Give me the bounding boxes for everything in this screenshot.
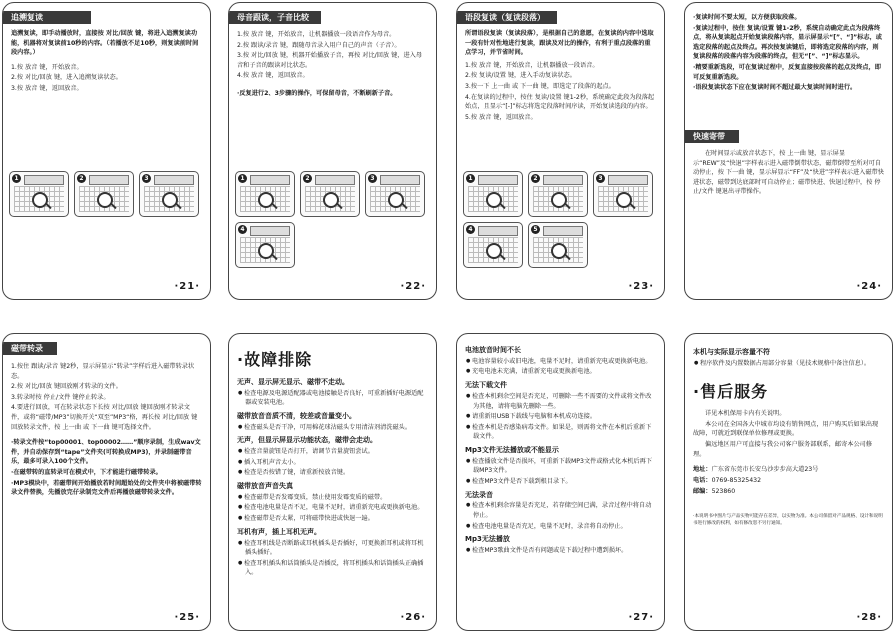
bullet: ● 检查耳机插头和话筒插头是否插反，将耳机插头和话筒插头正确插入。 <box>237 559 428 578</box>
bullet: ● 检查磁带是否太紧，可将磁带快进或快退一遍。 <box>237 514 428 524</box>
section-heading: 电池放音时间不长 <box>465 346 521 354</box>
step-1: 1.按 放音 键，开始放音，让机器播放一段语音。 <box>465 61 599 69</box>
bullet: ● 检查本机剩余空间是否充足，可删除一些不需要的文件或将文件改为其他，请将电脑先删除一些。 <box>465 392 656 411</box>
section-heading: 磁带放音声音失真 <box>237 481 293 490</box>
section-header: 追溯复读 <box>3 11 91 24</box>
page-title: ·售后服务 <box>693 382 769 402</box>
bullet: ● 检查耳机线是否断路或耳机插头是否插好，可更换新耳机或将耳机插头插好。 <box>237 539 428 558</box>
bullet: ● 检查播放文件是否损坏，可重新下载MP3文件或格式化本机后再下载MP3文件。 <box>465 457 656 476</box>
bullet: ● 检查电池电量是否不足，电量不足时，请重新充电或更换新电池。 <box>237 503 428 513</box>
illustration-4: 4 <box>463 222 523 268</box>
bullet: ● 检查音量旋钮是否打开，请调节音量旋钮尝试。 <box>237 447 428 457</box>
note-4: ·语段复读状态下应在复读时间不超过最大复读时间时进行。 <box>693 84 857 92</box>
illustration-2: 2 <box>300 171 360 217</box>
address-value: 广东省东莞市长安乌沙步步高大道23号 <box>711 466 819 474</box>
illustration-3: 3 <box>365 171 425 217</box>
note-3: ·精要重新选段，可在复读过程中，反复直接按段落的起点及终点，即可反复重新选段。 <box>693 64 881 81</box>
zip-value: 523860 <box>711 487 736 495</box>
address-label: 地址： <box>693 466 712 474</box>
footnote: ·本说明书中图片与产品实物可能存在差异，以实物为准。本公司保留对产品规格、设计和说明书进行修改的权利，如有修改恕不另行通知。 <box>693 514 883 526</box>
step-5: 5.按 放音 键，返回放音。 <box>465 113 537 121</box>
page-number: ·26· <box>400 611 426 623</box>
step-4: 4.按 放音 键，返回放音。 <box>237 72 309 80</box>
section-heading: Mp3文件无法播放或不能显示 <box>465 445 559 454</box>
page-number: ·28· <box>856 611 882 623</box>
bullet: ● 检查是否按错了键，请重新按放音键。 <box>237 468 428 478</box>
note-1: ·转录文件按“top00001、top00002……”顺序录制，生成wav文件，并自动保存到“tape”文件夹(可转换成MP3)，并录制磁带音乐，最多可录入100个文件。 <box>11 439 201 466</box>
service-para-3: 偏远地区用户可直接与我公司客户服务部联系，邮寄本公司修理。 <box>693 441 873 458</box>
step-3: 3.按 放音 键，返回放音。 <box>11 85 83 93</box>
illustration-5: 5 <box>528 222 588 268</box>
section-heading: 无法下载文件 <box>465 381 507 390</box>
phone-line <box>693 476 884 486</box>
note-1: ·复读时间不要太短，以方便获取段落。 <box>693 14 801 21</box>
section-heading: 耳机有声，插上耳机无声。 <box>237 527 321 536</box>
fast-wind-text: 在时间显示或放音状态下，按 上一曲 键，显示屏显示“REW”及“快退”字样表示进入磁带倒带状态，磁带倒带至所对可自动停止，按 下一曲 键，显示屏显示“FF”及“快进”字样表示进入磁带快进状态，磁带到达底部时可自动停止；磁带快进、快退过程中，按 停止/文件 键退出寻带操作。 <box>693 150 884 196</box>
step-4: 4.在复读的过程中，按住 复读/设置 键1-2秒，系统确定此段为段落起始点，且显示“[-]”标志将选定段落时间序读，开始复读选段的内容。 <box>465 93 655 111</box>
bullet: ● 检查磁头是否干净，可用棉花球沾磁头专用清洁剂清洗磁头。 <box>237 423 428 433</box>
section-heading: 磁带放音音质不清，较差或音量变小。 <box>237 411 356 420</box>
illustration-1: 1 <box>463 171 523 217</box>
step-2: 2.按 对比/回放 键，进入追溯复读状态。 <box>11 74 122 82</box>
section-header: 磁带转录 <box>3 342 57 355</box>
manual-page-25 <box>2 333 211 631</box>
illustration-3: 3 <box>593 171 653 217</box>
zip-line <box>693 487 884 497</box>
section-heading: 本机与实际显示容量不符 <box>693 348 770 356</box>
manual-page-28 <box>684 333 893 631</box>
bullet: ● 检查磁带是否发霉变质，禁止使用发霉变质的磁带。 <box>237 493 428 503</box>
bullet: ● 检查电池电量是否充足，电量不足时，录音将自动停止。 <box>465 522 656 532</box>
note-2: ·复读过程中，按住 复读/设置 键1-2秒，系统自动确定此点为段落终点，将从复读起点开始复读段落内容，显示屏显示“[”、“]”标志，或选定段落的起点及终点。再次按复读键后，即将选定段落的内容，则复读段落的段落内容为段落的终点，但无“[”、“]”标志显示。 <box>693 24 882 61</box>
page-number: ·27· <box>628 611 654 623</box>
intro-text: 所谓语段复读（复读段落），是根据自己的意愿，在复读的内容中选取一段有针对性地进行复读，跟读及对比的操作，有利于重点段落的重点学习，并节省时间。 <box>465 30 654 57</box>
page-title: ·故障排除 <box>237 350 313 369</box>
phone-label: 电话： <box>693 476 712 484</box>
note: ·反复进行2、3步骤的操作，可保留母音，不断刷新子音。 <box>237 90 397 98</box>
illustration-3: 3 <box>139 171 199 217</box>
step-1: 1.按 放音 键，开始放音，让机器播放一段语音作为母音。 <box>237 31 396 38</box>
manual-page-21 <box>2 2 211 300</box>
page-number: ·23· <box>628 280 654 292</box>
bullet: ● 检查本机剩余容量是否充足，若存储空间已满，录音过程中将自动停止。 <box>465 501 656 520</box>
bullet: ● 插入耳机声音太小。 <box>237 458 428 468</box>
note-2: ·在磁带转的直转录可在模式中，下才能进行磁带转录。 <box>11 469 162 477</box>
bullet: ● 充电电池未充满，请重新充电或更换新电池。 <box>465 367 656 377</box>
section-heading: 无法录音 <box>465 490 493 499</box>
manual-page-26 <box>228 333 437 631</box>
page-number: ·22· <box>400 280 426 292</box>
manual-page-23 <box>456 2 665 300</box>
service-para-2: 本公司在全国各大中城市均设有销售网点，用户购买后如果出现故障，可就近到联保单位修理或更换。 <box>693 420 879 438</box>
service-para-1: 详见本机保用卡内有关说明。 <box>705 410 786 418</box>
illustration-1: 1 <box>9 171 69 217</box>
step-4: 4.要进行回放，可在转录状态下长按 对比/回放 键回放刚才转录文件，或将“磁带/MP3”切换开关“双至”MP3“格，再长按 对比/回放 键回放转录文件，按 上一曲 或 下一曲 键可选择文件。 <box>11 404 198 431</box>
page-number: ·25· <box>174 611 200 623</box>
bullet: ● 请重新用USB下载线与电脑和本机成功连接。 <box>465 412 656 422</box>
manual-page-27 <box>456 333 665 631</box>
step-3: 3.转录时按 停止/文件 键停止转录。 <box>11 393 110 401</box>
zip-label: 邮编： <box>693 487 712 495</box>
manual-page-24 <box>684 2 893 300</box>
step-1: 1.按住 跟读/录音 键2秒，显示屏显示“转录”字样后进入磁带转录状态。 <box>11 363 195 380</box>
section-header: 母音跟读，子音比较 <box>229 11 321 24</box>
section-header: 快速寄带 <box>685 130 739 143</box>
bullet: ● 检查电源及电源适配器或电池接触是否良好，可重新插好电源适配器或安装电池。 <box>237 389 428 408</box>
section-heading: 无声，但显示屏显示功能状态，磁带会走动。 <box>237 436 377 445</box>
illustration-2: 2 <box>74 171 134 217</box>
illustration-1: 1 <box>235 171 295 217</box>
section-header: 语段复读（复读段落） <box>457 11 557 24</box>
intro-text: 追溯复读，即手动播放时，直接按 对比/回放 键，将进入追溯复读功能，机器将对复读前10秒的内容。（若播放不足10秒，则复读前时间段内容。） <box>11 30 199 57</box>
section-heading: 无声、显示屏无显示、磁带不走动。 <box>237 377 349 386</box>
page-number: ·21· <box>174 280 200 292</box>
step-1: 1.按 放音 键，开始放音。 <box>11 63 83 71</box>
page-number: ·24· <box>856 280 882 292</box>
step-3: 3.按一下 上一曲 或 下一曲 键，即选定了段落的起点。 <box>465 83 615 91</box>
section-heading: Mp3无法播放 <box>465 535 510 544</box>
phone-value: 0769-85325432 <box>711 476 762 484</box>
step-2: 2.按 对比/回放 键回放刚才转录的文件。 <box>11 383 122 391</box>
step-3: 3.按 对比/回放 键，机器开始播放子音，再按 对比/回放 键，进入母音和子音的跟读对比状态。 <box>237 52 423 69</box>
bullet: ● 检查MP3歌曲文件是否有问题或是下载过程中遭到损坏。 <box>465 546 656 556</box>
bullet: ● 程序软件及内置数据占用部分容量（见技术规格中备注信息）。 <box>693 359 884 369</box>
manual-page-22 <box>228 2 437 300</box>
step-2: 2.按 跟读/录音 键，跟随母音录入用户自己的声音（子音）。 <box>237 41 401 49</box>
note-3: ·MP3模块中，若磁带间开始播放若时间超始处的文件夹中将被磁带转录文件替换，先播放完仔录制完文件后再播放磁带转录文件。 <box>11 479 202 497</box>
illustration-4: 4 <box>235 222 295 268</box>
bullet: ● 检查MP3文件是否下载到根目录下。 <box>465 477 656 487</box>
step-2: 2.按 复读/设置 键，进入手动复读状态。 <box>465 72 576 80</box>
address-line <box>693 465 884 475</box>
illustration-2: 2 <box>528 171 588 217</box>
bullet: ● 检查本机是否感染病毒文件。如果是，则需将文件在本机后重新下载文件。 <box>465 423 656 442</box>
bullet: ● 电池容量较小或旧电池，电量不足时，请重新充电或更换新电池。 <box>465 357 656 367</box>
